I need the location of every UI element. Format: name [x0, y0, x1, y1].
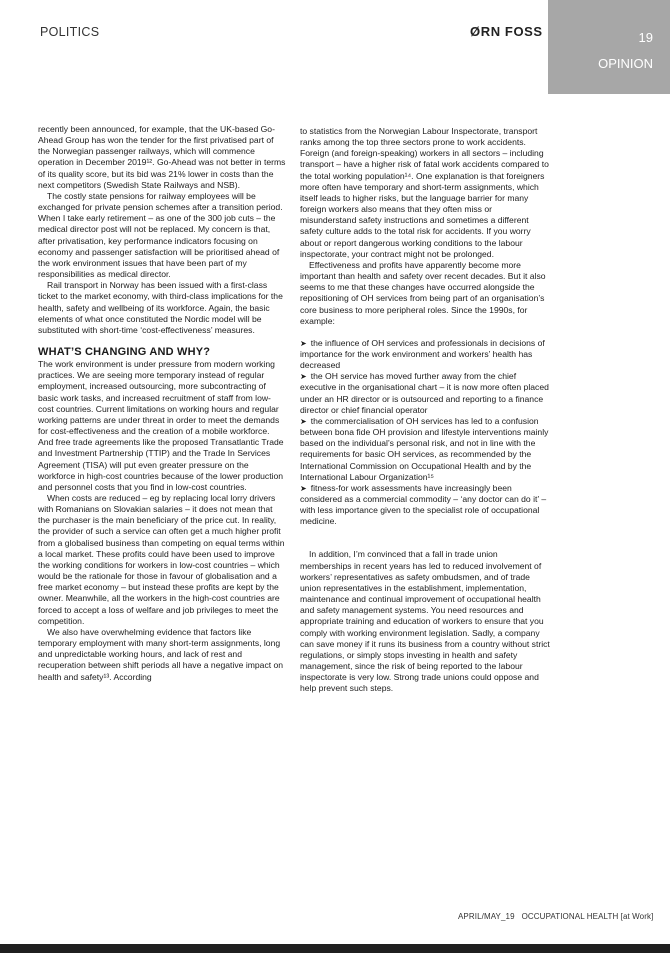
bullet-text: the influence of OH services and professionals in decisions of importance for the work environment and workers’ health has decreased [300, 337, 545, 371]
header-box [548, 0, 670, 94]
category-label: OPINION [598, 56, 653, 71]
bullet-text: the commercialisation of OH services has led to a confusion between bona fide OH provision and lifestyle interventions mainly based on the individual’s personal risk, and not in line with the requirements for basic OH services, as recommended by the International Commission on Occupational Health and by the International Labour Organization¹⁵ [300, 415, 549, 482]
bullet-text: fitness-for work assessments have increasingly been considered as a commercial commodity – ‘any doctor can do it’ – with less importance given to the specialist role of occupational medicine. [300, 482, 547, 527]
right-column [300, 126, 550, 695]
section-title: POLITICS [40, 25, 100, 39]
bullet-item [300, 371, 550, 416]
bullet-item [300, 483, 550, 528]
paragraph: When costs are reduced – eg by replacing local lorry drivers with Romanians on Slovakian salaries – it does not mean that the purchaser is the main beneficiary of the price cut. In reality, the provider of such a service can often get a much higher profit from a globalised business than competing on equal terms within a local market. These profits could have been used to improve the working conditions for workers in low-cost countries – which would be the rationale for those in favour of globalisation and a free market economy – but instead these profits are kept by the owner. Meanwhile, all the workers in the high-cost countries are forced to accept a loss of welfare and job privileges to meet the competition. [38, 493, 285, 626]
bullet-item [300, 338, 550, 371]
issue-date: APRIL/MAY_19 [458, 912, 515, 921]
bottom-band [0, 944, 670, 953]
paragraph: The work environment is under pressure from modern working practices. We are seeing more temporary instead of regular employment, increased outsourcing, more subcontracting of basic work tasks, and increased recruitment of staff from low-cost countries. Current limitations on working hours and regular working patterns are under threat in order to meet the demands for cost-effectiveness and the creation of a mobile workforce. And free trade agreements like the proposed Transatlantic Trade and Investment Partnership (TTIP) and the Trade In Services Agreement (TISA) will put even greater pressure on the workforce in high-cost countries because of the lower production and personnel costs that you find in low-cost countries. [38, 359, 284, 492]
author-name: ØRN FOSS [470, 24, 543, 39]
paragraph: Effectiveness and profits have apparently become more important than health and safety over recent decades. But it also seems to me that these changes have occurred alongside the repositioning of OH services from being part of an organisation’s core business to more peripheral roles. Since the 1990s, for example: [300, 259, 546, 326]
section-subheading: WHAT’S CHANGING AND WHY? [38, 345, 211, 358]
arrow-bullet-icon: ➤ [300, 483, 307, 493]
paragraph: In addition, I’m convinced that a fall in trade union memberships in recent years has led to reduced involvement of workers’ representatives as safety ombudsmen, and of trade union representatives in the establishment, implementation, maintenance and continual improvement of occupational health and safety management systems. You need resources and appropriate training and education of workers to ensure that you comply with working environment legislation. Sadly, a company can save money if it runs its business from a country without strict regulations, or simply stops investing in health and safety management, since the risk of being reported to the labour inspectorate is very low. Strong trade unions could oppose and help prevent such steps. [300, 549, 550, 694]
bullet-item [300, 416, 550, 483]
paragraph: The costly state pensions for railway employees will be exchanged for private pension schemes after a transition period. When I take early retirement – as one of the 300 job cuts – the medical director post will not be replaced. My concern is that, after privatisation, key performance indicators focusing on economy and passenger satisfaction will be prioritised ahead of the work environment issues that have been part of my responsibilities as medical director. [38, 190, 283, 280]
paragraph: We also have overwhelming evidence that factors like temporary employment with many short-term assignments, long and unpredictable working hours, and lack of rest and recuperation between shift periods all have a negative impact on health and safety¹³. According [38, 626, 284, 682]
left-column [38, 124, 286, 683]
arrow-bullet-icon: ➤ [300, 372, 307, 382]
bullet-text: the OH service has moved further away from the chief executive in the organisational chart – it is now more often placed under an HR director or is outsourced and reporting to a finance director or chief financial operator [300, 371, 549, 415]
paragraph: to statistics from the Norwegian Labour Inspectorate, transport ranks among the top three sectors prone to work accidents. Foreign (and foreign-speaking) workers in all sectors – including transport – have a higher risk of fatal work accidents compared to the total working population¹⁴. One explanation is that foreigners more often have temporary and short-term assignments, which itself leads to higher risks, but the language barrier for many foreign workers also means that they often miss or misunderstand safety instructions and sometimes a different safety culture adds to the total risk for accidents. If you worry about or report dangerous working conditions to the labour inspectorate, your contract might not be prolonged. [300, 126, 549, 259]
paragraph: Rail transport in Norway has been issued with a first-class ticket to the market economy, with third-class implications for the health, safety and wellbeing of its workforce. Again, the basic elements of what once constituted the Nordic model will be substituted with short-time ‘cost-effectiveness’ measures. [38, 280, 283, 335]
arrow-bullet-icon: ➤ [300, 416, 307, 426]
publication-name: OCCUPATIONAL HEALTH [at Work] [521, 912, 654, 921]
page-number: 19 [638, 30, 653, 45]
arrow-bullet-icon: ➤ [300, 338, 307, 348]
paragraph: recently been announced, for example, that the UK-based Go-Ahead Group has won the tender for the first privatised part of the Norwegian passenger railways, which will commence operation in December 2019¹². Go-Ahead was not better in terms of its quality score, but its bid was 21% lower in costs than the next competitors (Swedish State Railways and NSB). [38, 124, 286, 190]
page-footer [458, 912, 653, 921]
